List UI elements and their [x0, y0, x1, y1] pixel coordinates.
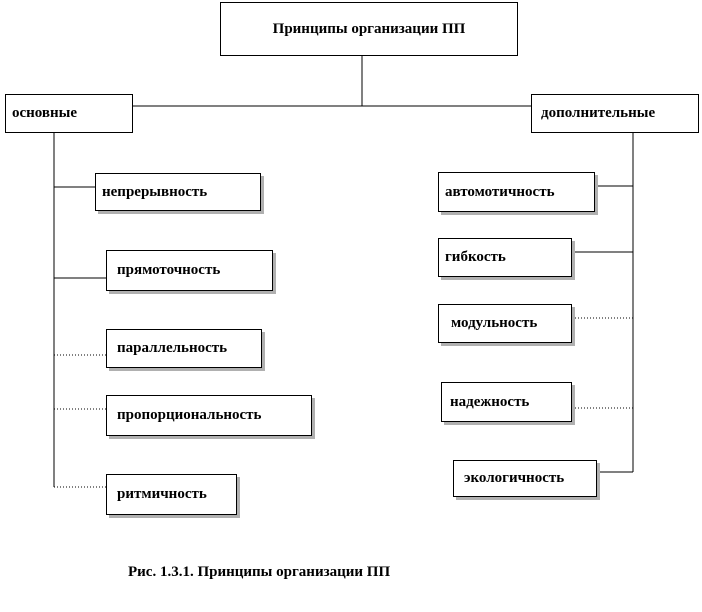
main-item-label: параллельность — [117, 340, 228, 356]
main-item-label: пропорциональность — [117, 407, 262, 423]
figure-caption: Рис. 1.3.1. Принципы организации ПП — [128, 564, 391, 580]
extra-item-label: модульность — [451, 315, 538, 331]
group-extra-box — [531, 94, 699, 133]
main-item-box — [106, 250, 273, 291]
title-box — [220, 2, 518, 56]
main-item-box — [106, 474, 237, 515]
main-item-label: ритмичность — [117, 486, 207, 502]
main-item-label: непрерывность — [102, 183, 208, 200]
group-extra-label: дополнительные — [541, 105, 656, 121]
main-item-label: прямоточность — [117, 262, 221, 278]
extra-item-label: автомотичность — [445, 183, 555, 200]
extra-item-box — [438, 304, 572, 343]
main-item-box — [106, 329, 262, 368]
extra-item-box — [453, 460, 597, 497]
extra-item-box — [441, 382, 572, 422]
extra-item-box — [438, 172, 595, 212]
extra-item-box — [438, 238, 572, 277]
main-item-box — [95, 173, 261, 211]
title-text: Принципы организации ПП — [272, 20, 466, 37]
extra-item-label: экологичность — [464, 470, 565, 486]
extra-item-label: надежность — [450, 393, 530, 410]
group-main-box — [5, 94, 133, 133]
main-item-box — [106, 395, 312, 436]
group-main-label: основные — [12, 105, 78, 121]
extra-item-label: гибкость — [445, 249, 506, 265]
